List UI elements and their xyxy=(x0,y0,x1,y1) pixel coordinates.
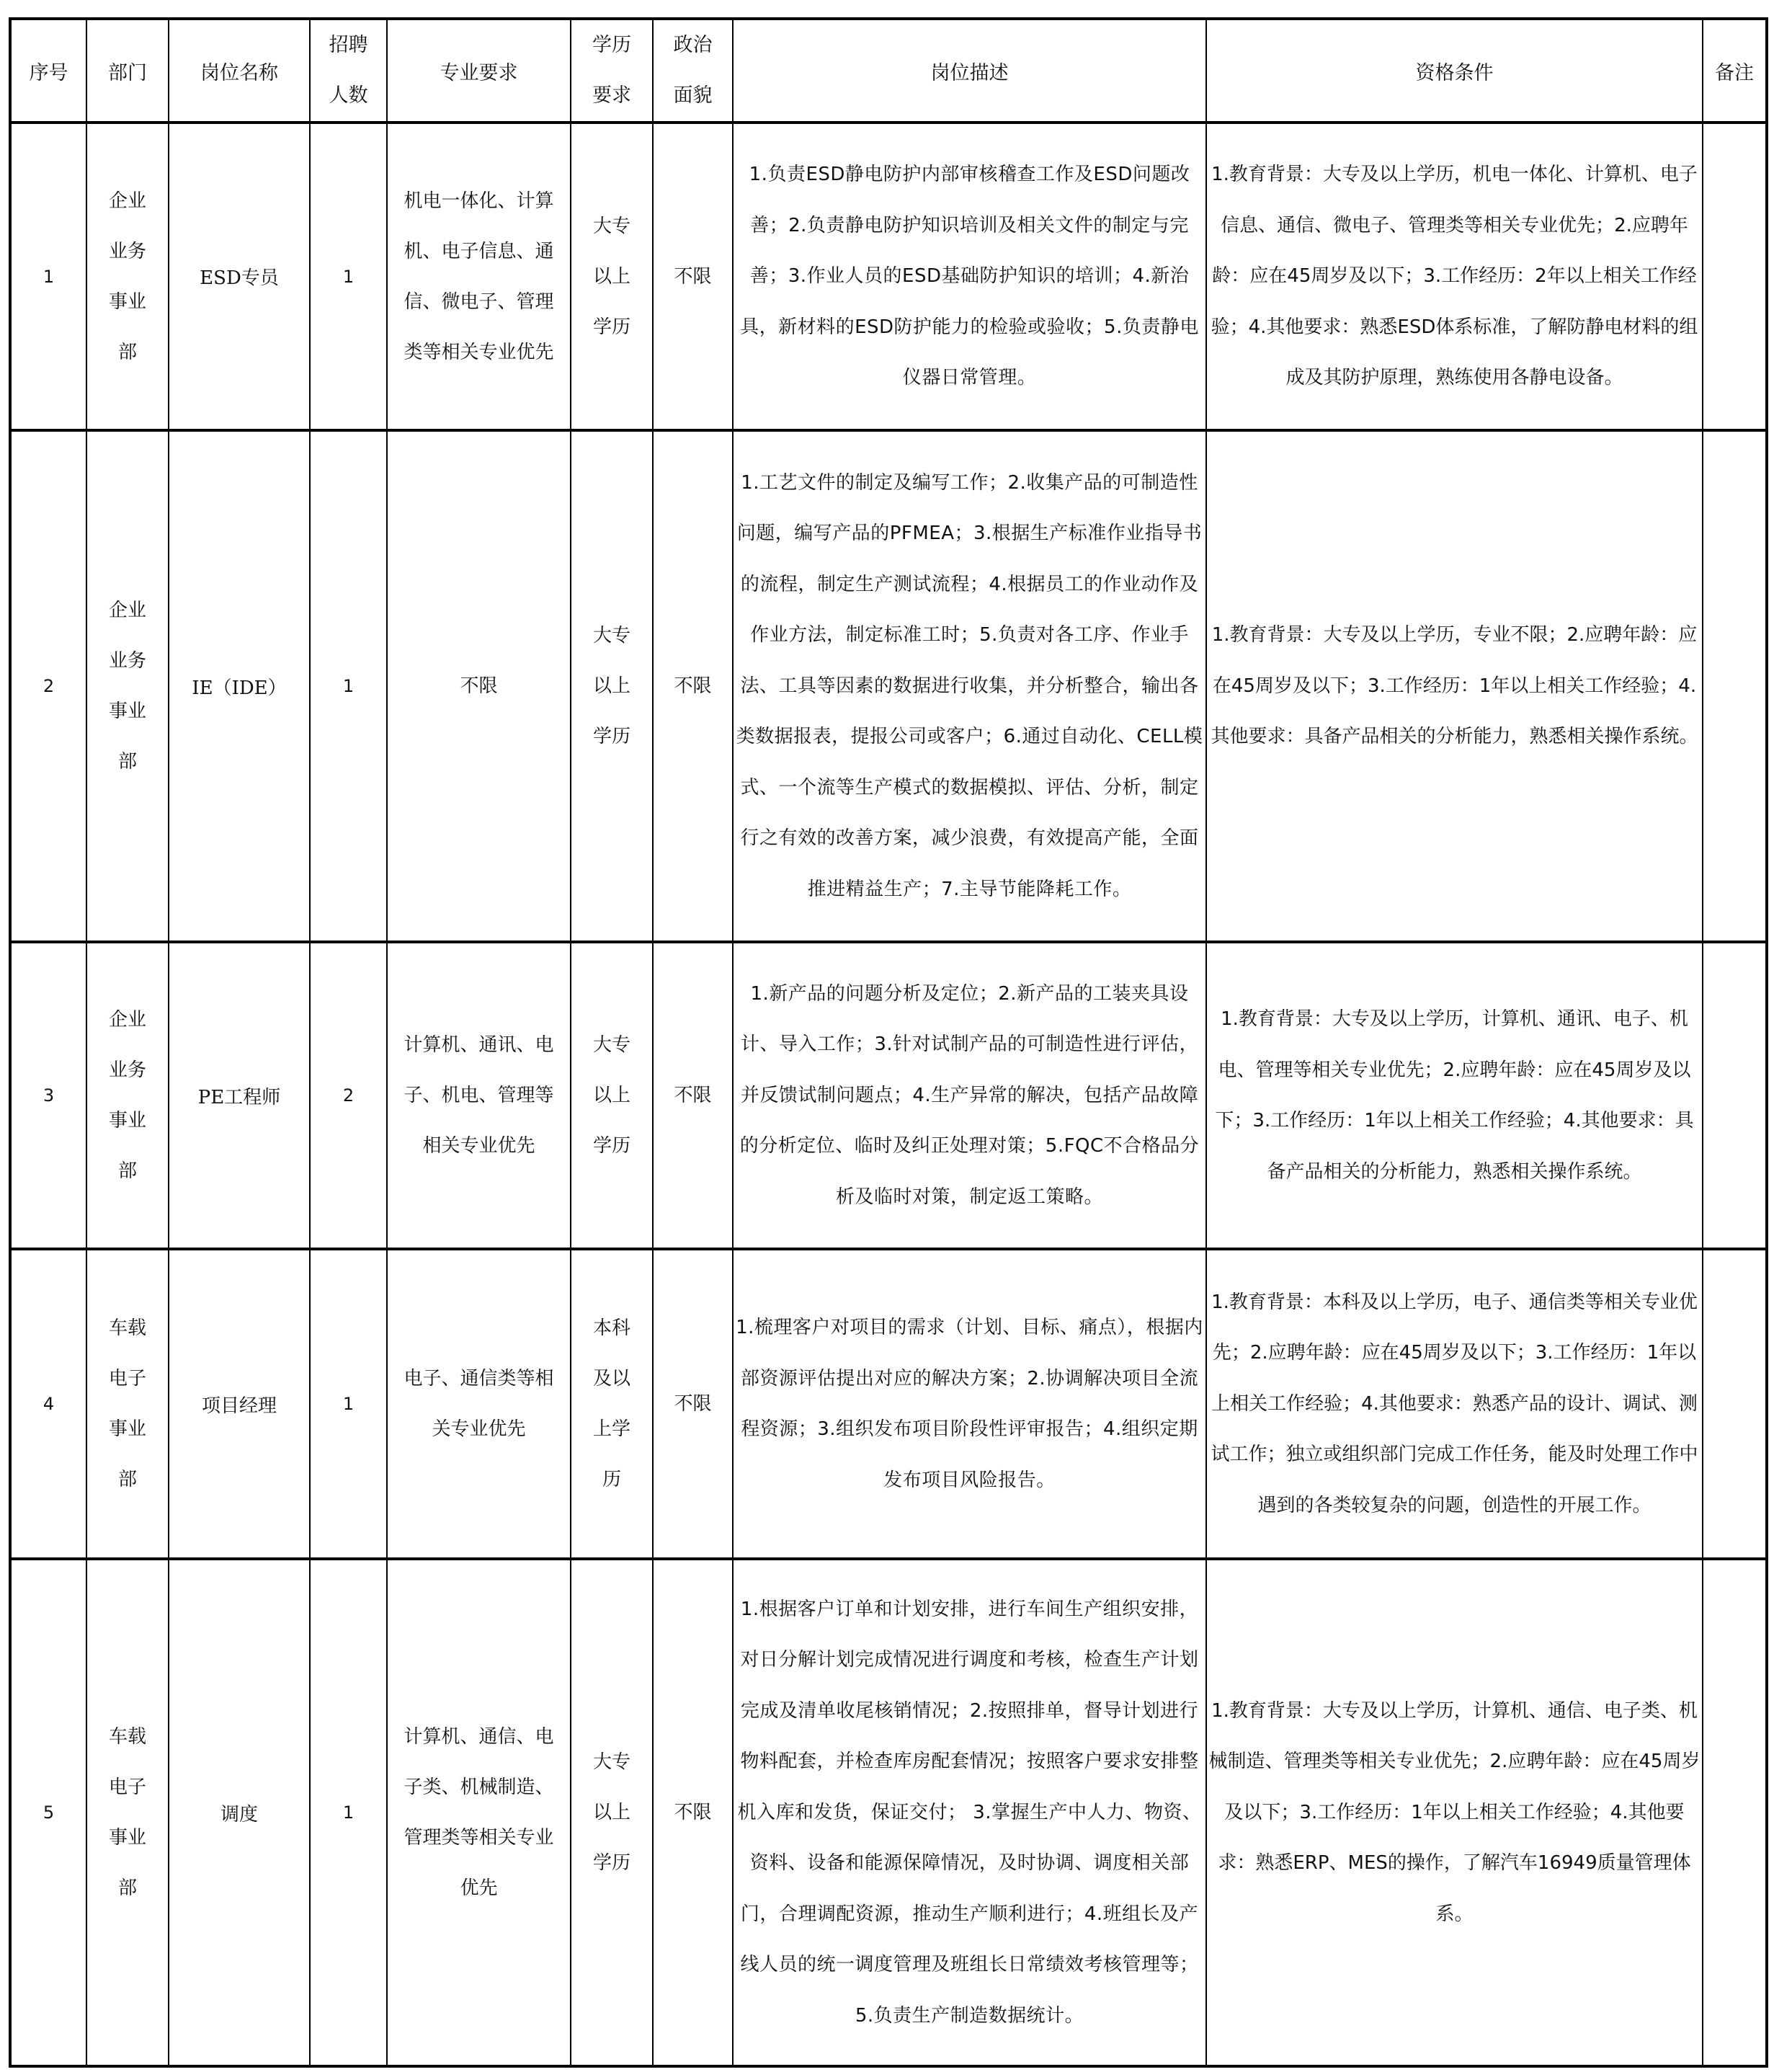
cell-description: 1.负责ESD静电防护内部审核稽查工作及ESD问题改善；2.负责静电防护知识培训及相关文件的制定与完善；3.作业人员的ESD基础防护知识的培训；4.新治具，新材料的ESD防护能力的检验或验收；5.负责静电仪器日常管理。 xyxy=(733,123,1206,430)
cell-political: 不限 xyxy=(653,430,733,942)
cell-department xyxy=(86,942,169,1249)
cell-position: PE工程师 xyxy=(169,942,310,1249)
cell-education xyxy=(571,1559,653,2066)
cell-qualifications: 1.教育背景：大专及以上学历，专业不限；2.应聘年龄：应在45周岁及以下；3.工作经历：1年以上相关工作经验；4.其他要求：具备产品相关的分析能力，熟悉相关操作系统。 xyxy=(1206,430,1703,942)
cell-remarks xyxy=(1703,123,1767,430)
header-political-line1: 政治 xyxy=(673,34,713,56)
education-text: 本科及以上学历 xyxy=(592,1317,630,1490)
header-headcount-line1: 招聘 xyxy=(329,34,368,56)
cell-headcount: 1 xyxy=(310,1559,387,2066)
cell-qualifications: 1.教育背景：本科及以上学历，电子、通信类等相关专业优先；2.应聘年龄：应在45周岁及以下；3.工作经历：1年以上相关工作经验；4.其他要求：熟悉产品的设计、调试、测试工作；独立或组织部门完成工作任务，能及时处理工作中遇到的各类较复杂的问题，创造性的开展工作。 xyxy=(1206,1249,1703,1559)
major-text: 计算机、通信、电子类、机械制造、管理类等相关专业优先 xyxy=(404,1726,554,1899)
cell-department xyxy=(86,1559,169,2066)
header-education-line1: 学历 xyxy=(592,34,631,56)
cell-education xyxy=(571,1249,653,1559)
major-text: 机电一体化、计算机、电子信息、通信、微电子、管理类等相关专业优先 xyxy=(404,190,554,363)
header-department: 部门 xyxy=(86,19,169,123)
cell-headcount: 2 xyxy=(310,942,387,1249)
cell-major xyxy=(387,1249,571,1559)
cell-index: 2 xyxy=(10,430,86,942)
cell-qualifications: 1.教育背景：大专及以上学历，计算机、通讯、电子、机电、管理等相关专业优先；2.应聘年龄：应在45周岁及以下；3.工作经历：1年以上相关工作经验；4.其他要求：具备产品相关的分析能力，熟悉相关操作系统。 xyxy=(1206,942,1703,1249)
cell-remarks xyxy=(1703,942,1767,1249)
education-text: 大专以上学历 xyxy=(592,1034,630,1157)
header-qualifications: 资格条件 xyxy=(1206,19,1703,123)
header-headcount xyxy=(310,19,387,123)
department-text: 车载电子事业部 xyxy=(108,1726,146,1899)
header-position: 岗位名称 xyxy=(169,19,310,123)
major-text: 计算机、通讯、电子、机电、管理等相关专业优先 xyxy=(404,1034,554,1157)
cell-political: 不限 xyxy=(653,942,733,1249)
cell-headcount: 1 xyxy=(310,1249,387,1559)
header-major: 专业要求 xyxy=(387,19,571,123)
cell-position: ESD专员 xyxy=(169,123,310,430)
cell-description: 1.新产品的问题分析及定位；2.新产品的工装夹具设计、导入工作；3.针对试制产品的可制造性进行评估，并反馈试制问题点；4.生产异常的解决，包括产品故障的分析定位、临时及纠正处理对策；5.FQC不合格品分析及临时对策，制定返工策略。 xyxy=(733,942,1206,1249)
major-text: 不限 xyxy=(460,675,498,697)
header-political-line2: 面貌 xyxy=(673,84,713,107)
cell-department xyxy=(86,123,169,430)
cell-index: 3 xyxy=(10,942,86,1249)
cell-political: 不限 xyxy=(653,123,733,430)
header-row xyxy=(10,19,1767,123)
cell-qualifications: 1.教育背景：大专及以上学历，计算机、通信、电子类、机械制造、管理类等相关专业优先；2.应聘年龄：应在45周岁及以下；3.工作经历：1年以上相关工作经验；4.其他要求：熟悉ERP、MES的操作，了解汽车16949质量管理体系。 xyxy=(1206,1559,1703,2066)
department-text: 企业业务事业部 xyxy=(108,1009,146,1182)
table-row xyxy=(10,430,1767,942)
department-text: 企业业务事业部 xyxy=(108,600,146,773)
cell-remarks xyxy=(1703,1249,1767,1559)
cell-index: 4 xyxy=(10,1249,86,1559)
header-description: 岗位描述 xyxy=(733,19,1206,123)
cell-position: IE（IDE） xyxy=(169,430,310,942)
cell-major xyxy=(387,430,571,942)
cell-position: 项目经理 xyxy=(169,1249,310,1559)
cell-major xyxy=(387,1559,571,2066)
cell-description: 1.工艺文件的制定及编写工作；2.收集产品的可制造性问题，编写产品的PFMEA；3.根据生产标准作业指导书的流程，制定生产测试流程；4.根据员工的作业动作及作业方法，制定标准工时；5.负责对各工序、作业手法、工具等因素的数据进行收集，并分析整合，输出各类数据报表，提报公司或客户；6.通过自动化、CELL模式、一个流等生产模式的数据模拟、评估、分析，制定行之有效的改善方案，减少浪费，有效提高产能，全面推进精益生产；7.主导节能降耗工作。 xyxy=(733,430,1206,942)
cell-position: 调度 xyxy=(169,1559,310,2066)
cell-major xyxy=(387,123,571,430)
education-text: 大专以上学历 xyxy=(592,215,630,338)
header-index: 序号 xyxy=(10,19,86,123)
header-political xyxy=(653,19,733,123)
cell-index: 5 xyxy=(10,1559,86,2066)
education-text: 大专以上学历 xyxy=(592,1751,630,1874)
cell-major xyxy=(387,942,571,1249)
cell-headcount: 1 xyxy=(310,430,387,942)
table-row xyxy=(10,1559,1767,2066)
department-text: 企业业务事业部 xyxy=(108,190,146,363)
recruitment-table xyxy=(9,17,1768,2068)
table-row xyxy=(10,1249,1767,1559)
cell-education xyxy=(571,430,653,942)
major-text: 电子、通信类等相关专业优先 xyxy=(404,1368,554,1440)
cell-education xyxy=(571,942,653,1249)
cell-description: 1.梳理客户对项目的需求（计划、目标、痛点），根据内部资源评估提出对应的解决方案；2.协调解决项目全流程资源；3.组织发布项目阶段性评审报告；4.组织定期发布项目风险报告。 xyxy=(733,1249,1206,1559)
header-education-line2: 要求 xyxy=(592,84,631,107)
cell-headcount: 1 xyxy=(310,123,387,430)
cell-remarks xyxy=(1703,430,1767,942)
cell-remarks xyxy=(1703,1559,1767,2066)
header-remarks: 备注 xyxy=(1703,19,1767,123)
table-row xyxy=(10,123,1767,430)
department-text: 车载电子事业部 xyxy=(108,1317,146,1490)
cell-political: 不限 xyxy=(653,1559,733,2066)
cell-description: 1.根据客户订单和计划安排，进行车间生产组织安排，对日分解计划完成情况进行调度和考核，检查生产计划完成及清单收尾核销情况；2.按照排单，督导计划进行物料配套，并检查库房配套情况；按照客户要求安排整机入库和发货，保证交付； 3.掌握生产中人力、物资、资料、设备和能源保障情况，及时协调、调度相关部门，合理调配资源，推动生产顺利进行；4.班组长及产线人员的统一调度管理及班组长日常绩效考核管理等；5.负责生产制造数据统计。 xyxy=(733,1559,1206,2066)
cell-index: 1 xyxy=(10,123,86,430)
cell-education xyxy=(571,123,653,430)
header-education xyxy=(571,19,653,123)
cell-political: 不限 xyxy=(653,1249,733,1559)
table-row xyxy=(10,942,1767,1249)
header-headcount-line2: 人数 xyxy=(329,84,368,107)
cell-department xyxy=(86,1249,169,1559)
education-text: 大专以上学历 xyxy=(592,625,630,747)
cell-qualifications: 1.教育背景：大专及以上学历，机电一体化、计算机、电子信息、通信、微电子、管理类等相关专业优先；2.应聘年龄：应在45周岁及以下；3.工作经历：2年以上相关工作经验；4.其他要求：熟悉ESD体系标准，了解防静电材料的组成及其防护原理，熟练使用各静电设备。 xyxy=(1206,123,1703,430)
cell-department xyxy=(86,430,169,942)
